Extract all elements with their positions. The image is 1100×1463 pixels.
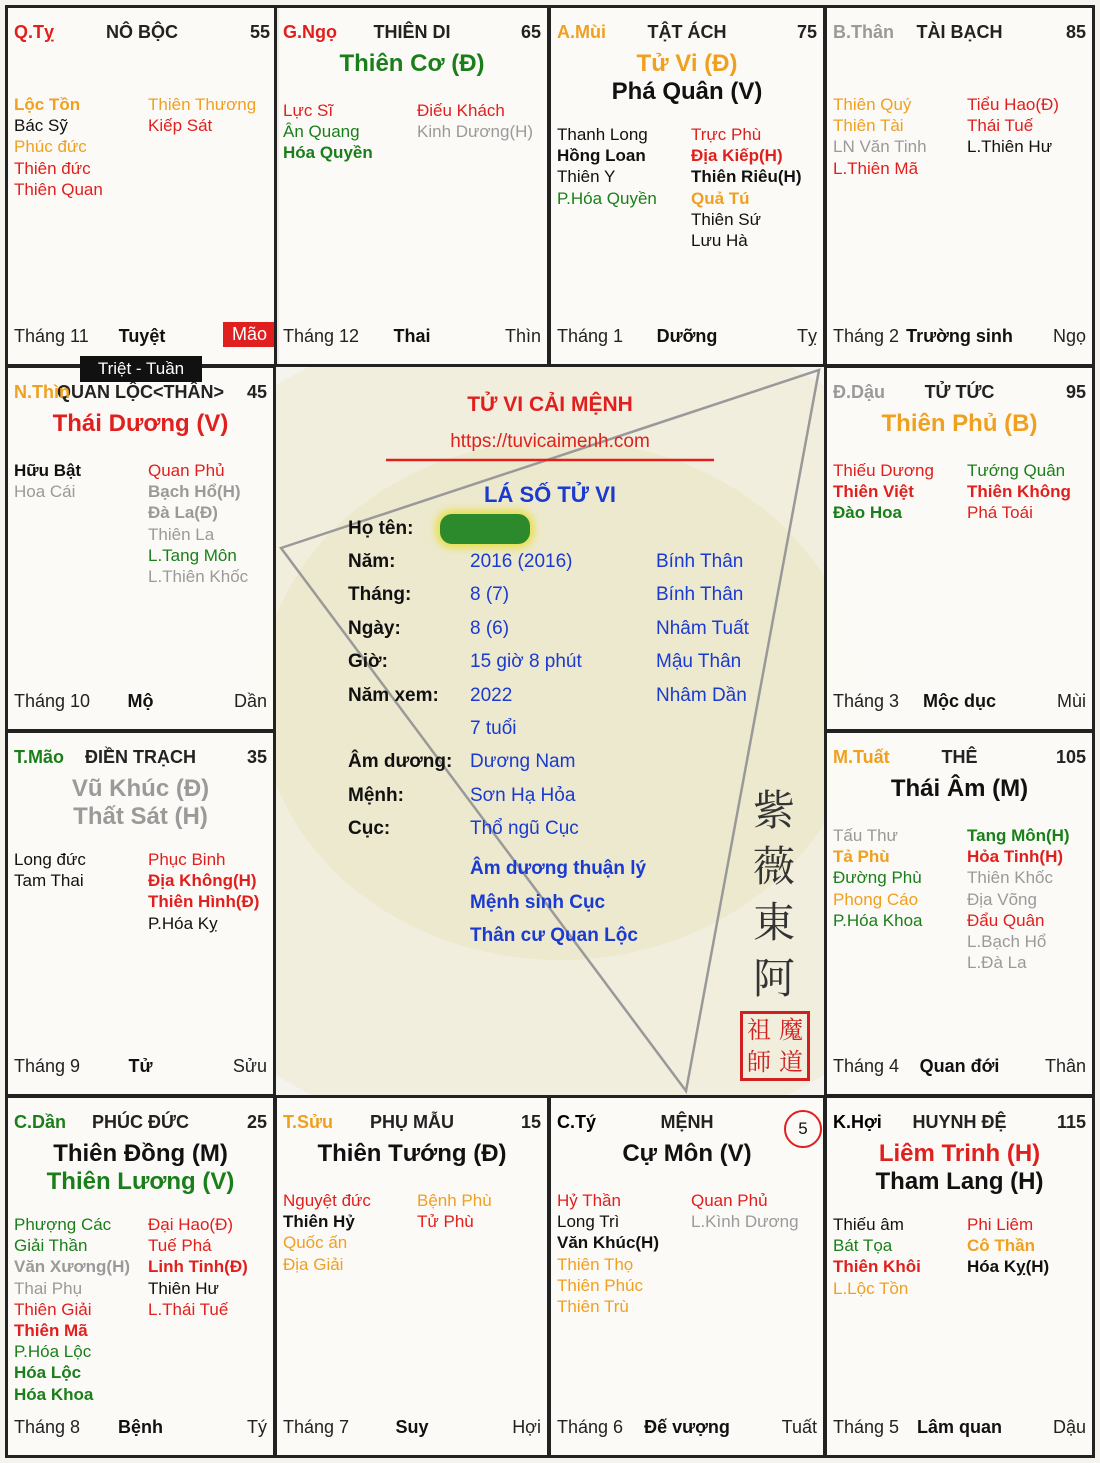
house-name: PHỤ MẪU [370,1112,454,1132]
minor-stars-left [14,849,86,891]
main-star: Thiên Phủ (B) [881,410,1038,437]
minor-star: Đại Hao(Đ) [148,1215,234,1234]
house-age: 15 [520,1112,541,1132]
summary-note: Thân cư Quan Lộc [470,925,638,946]
minor-star: Giải Thần [14,1236,88,1256]
minor-star: Quả Tú [691,188,750,208]
info-row [274,718,826,744]
brand-title: TỬ VI CẢI MỆNH [467,393,633,416]
info-value: Dương Nam [470,751,576,773]
life-stage: Thai [393,326,431,346]
house-age: 75 [796,22,817,42]
house-suu[interactable] [274,1095,550,1458]
minor-star: Tả Phù [833,847,890,867]
minor-stars-left [14,460,81,502]
minor-stars-right [967,1214,1049,1278]
minor-stars-right [967,825,1070,973]
main-stars [277,1140,547,1168]
house-can-chi: Đ.Dậu [833,382,886,402]
minor-star: Tiểu Hao(Đ) [967,95,1059,114]
minor-star: L.Thiên Hư [967,137,1053,157]
minor-star: Thiên Thương [148,95,257,114]
name-label: Họ tên: [348,518,414,539]
info-label: Ngày: [348,617,401,639]
minor-star: Hỏa Tinh(H) [967,847,1064,867]
house-hoi[interactable] [824,1095,1095,1458]
house-name: HUYNH ĐỆ [912,1112,1007,1132]
branch-label: Tý [247,1417,267,1437]
minor-star: Thiên La [148,524,215,544]
house-age: 115 [1056,1112,1086,1132]
house-header [551,1112,823,1136]
house-name: THÊ [941,747,978,767]
life-stage: Lâm quan [916,1417,1002,1437]
house-name: TẬT ÁCH [647,22,727,42]
minor-star: Địa Võng [967,889,1037,909]
house-header [8,382,273,406]
branch-label: Ngọ [1052,326,1086,346]
branch-label: Tuất [781,1417,817,1437]
house-header [8,22,276,46]
info-label: Tháng: [348,584,412,606]
summary-note: Âm dương thuận lý [470,858,647,879]
minor-star: Phục Binh [148,850,226,869]
minor-star: Thiên Khôi [833,1257,921,1277]
minor-star: Lực Sĩ [283,101,334,120]
info-value: Sơn Hạ Hỏa [470,784,576,806]
minor-star: Văn Xương(H) [14,1257,131,1277]
summary-note: Mệnh sinh Cục [470,891,606,913]
info-row [274,751,826,777]
branch-label: Mão [223,322,276,347]
minor-star: Thiên Quan [14,179,103,199]
house-footer [8,1056,273,1080]
info-value-canchi: Bính Thân [656,584,744,606]
minor-star: Tang Môn(H) [967,826,1070,845]
main-stars [827,410,1092,438]
minor-star: P.Hóa Quyền [557,188,657,208]
house-footer [827,1056,1092,1080]
lunar-month: Tháng 11 [14,326,89,346]
minor-star: Đẩu Quân [967,910,1045,930]
house-header [827,1112,1092,1136]
minor-star: Phong Cáo [833,889,919,909]
house-ty2[interactable] [548,1095,826,1458]
house-thin[interactable] [5,365,276,732]
minor-star: Phi Liêm [967,1215,1034,1234]
main-star: Thái Dương (V) [52,410,229,437]
minor-star: L.Tang Môn [148,545,237,565]
minor-star: Tam Thai [14,871,84,891]
branch-label: Thìn [504,326,541,346]
house-footer [8,691,273,715]
minor-star: Địa Kiếp(H) [691,146,783,166]
life-stage: Mộ [127,691,154,711]
chart-title: LÁ SỐ TỬ VI [484,482,616,507]
branch-label: Dậu [1052,1417,1086,1437]
minor-star: Quốc ấn [283,1233,348,1253]
minor-stars-right [967,460,1071,524]
minor-star: Thiên Y [557,167,616,187]
main-star: Thiên Lương (V) [46,1168,235,1195]
house-footer [827,326,1092,350]
minor-star: Thiên Quý [833,95,912,114]
main-star: Thái Âm (M) [890,775,1029,802]
lunar-month: Tháng 10 [14,691,91,711]
minor-star: Kiếp Sát [148,116,213,136]
minor-stars-right [691,1190,799,1232]
house-can-chi: N.Thìn [14,382,70,402]
house-age: 105 [1055,747,1086,767]
minor-star: Thiên Hình(Đ) [148,892,260,912]
house-can-chi: C.Tý [557,1112,597,1132]
info-row [274,584,826,610]
minor-star: Nguyệt đức [283,1191,371,1210]
house-than[interactable] [824,5,1095,367]
lunar-month: Tháng 3 [833,691,900,711]
life-stage: Suy [395,1417,429,1437]
main-stars [8,1140,273,1196]
info-row [274,551,826,577]
life-stage: Quan đới [919,1056,1000,1076]
minor-stars-right [691,124,802,251]
info-value: 8 (7) [470,584,510,606]
house-name: TỬ TỨC [924,382,995,402]
minor-star: Cô Thần [967,1236,1035,1256]
branch-label: Hợi [512,1417,541,1437]
minor-stars-left [833,825,922,931]
info-value: 15 giờ 8 phút [470,651,582,673]
minor-star: L.Kình Dương [691,1212,799,1232]
info-label: Năm xem: [348,684,439,706]
house-age: 35 [246,747,267,767]
minor-star: Thai Phụ [14,1278,83,1298]
minor-star: Tấu Thư [833,826,898,845]
main-star: Tham Lang (H) [875,1168,1044,1195]
main-stars [551,50,823,106]
minor-star: Tử Phù [417,1212,474,1232]
house-footer [827,1417,1092,1441]
main-star: Tử Vi (Đ) [636,50,738,77]
house-header [827,382,1092,406]
branch-label: Mùi [1056,691,1086,711]
name-redacted [440,514,530,544]
minor-stars-left [833,460,934,524]
minor-star: L.Đà La [967,953,1027,973]
main-stars [8,410,273,438]
minor-star: Tuế Phá [148,1236,212,1256]
house-footer [8,326,276,350]
house-name: NÔ BỘC [106,22,178,42]
house-can-chi: Q.Tỵ [14,22,55,42]
minor-stars-right [148,1214,248,1320]
minor-star: Phượng Các [14,1215,112,1234]
minor-star: Thiên đức [14,158,91,178]
minor-stars-right [148,849,259,934]
minor-star: L.Bạch Hổ [967,932,1047,952]
lunar-month: Tháng 12 [283,326,360,346]
minor-star: Phá Toái [967,503,1033,523]
minor-stars-left [14,1214,130,1405]
minor-star: Hóa Lộc [14,1363,82,1383]
house-age: 55 [249,22,270,42]
house-age: 65 [520,22,541,42]
minor-star: Thiên Giải [14,1299,92,1319]
branch-label: Sửu [232,1056,267,1076]
house-ngo[interactable] [274,5,550,367]
info-row [274,651,826,677]
minor-star: Phúc đức [14,137,87,157]
minor-star: P.Hóa Kỵ [148,913,218,933]
minor-star: Địa Không(H) [148,871,257,891]
minor-star: Kinh Dương(H) [417,122,534,142]
minor-star: Đà La(Đ) [148,503,218,523]
house-can-chi: A.Mùi [557,22,606,42]
minor-star: Văn Khúc(H) [557,1233,659,1253]
minor-star: Đào Hoa [833,503,902,523]
minor-stars-right [148,460,248,587]
branch-label: Tỵ [797,326,817,346]
house-can-chi: T.Mão [14,747,65,767]
house-age: 25 [246,1112,267,1132]
minor-star: Bác Sỹ [14,116,68,136]
minor-star: P.Hóa Khoa [833,910,923,930]
minor-star: Thanh Long [557,125,648,144]
main-star: Thất Sát (H) [73,803,208,830]
house-age: 45 [246,382,267,402]
main-stars [277,50,547,78]
house-can-chi: G.Ngọ [283,22,337,42]
main-stars [827,1140,1092,1196]
minor-stars-left [14,94,103,200]
main-star: Vũ Khúc (Đ) [71,775,210,802]
minor-star: Thái Tuế [967,116,1034,136]
info-label: Âm dương: [348,751,453,773]
minor-star: Thiên Mã [14,1321,88,1341]
minor-star: Hóa Khoa [14,1384,94,1404]
life-stage: Dưỡng [656,326,718,346]
main-star: Thiên Cơ (Đ) [339,50,485,77]
lunar-month: Tháng 6 [557,1417,624,1437]
house-header [827,22,1092,46]
info-value-canchi: Bính Thân [656,551,744,572]
minor-star: Hoa Cái [14,482,76,502]
info-value: Thổ ngũ Cục [470,818,579,840]
life-stage: Đế vượng [644,1417,730,1437]
house-footer [827,691,1092,715]
info-row [274,685,826,711]
minor-star: Tướng Quân [967,461,1066,480]
house-footer [551,1417,823,1441]
minor-star: L.Thái Tuế [148,1299,229,1319]
minor-star: Hữu Bật [14,461,82,480]
house-header [277,22,547,46]
house-header [8,1112,273,1136]
minor-star: Thiên Hư [148,1278,219,1298]
info-value: 7 tuổi [470,718,517,739]
life-stage: Mộc dục [922,691,996,711]
house-header [277,1112,547,1136]
minor-star: LN Văn Tinh [833,137,927,157]
info-value: 2022 [470,684,513,706]
center-panel [274,365,826,1097]
branch-label: Thân [1044,1056,1086,1076]
house-footer [277,1417,547,1441]
life-stage: Bệnh [118,1417,163,1437]
info-value: 2016 (2016) [470,551,573,572]
minor-star: Thiên Khốc [967,868,1053,888]
house-mui[interactable] [548,5,826,367]
minor-star: Trực Phù [691,125,762,144]
minor-stars-right [417,100,533,142]
minor-stars-left [833,94,927,179]
minor-star: Lưu Hà [691,231,748,251]
house-can-chi: C.Dần [14,1112,67,1132]
minor-star: L.Thiên Mã [833,158,919,178]
minor-stars-left [283,100,373,164]
minor-star: Bệnh Phù [417,1191,492,1210]
house-can-chi: K.Hợi [833,1112,882,1132]
info-label: Giờ: [348,651,388,673]
minor-star: Hóa Quyền [283,143,373,163]
house-footer [551,326,823,350]
minor-star: Thiên Thọ [557,1254,634,1274]
house-name: PHÚC ĐỨC [92,1112,189,1132]
minor-star: Thiên Riêu(H) [691,167,802,187]
minor-stars-left [557,124,657,209]
name-row [274,518,826,544]
life-stage: Trường sinh [906,326,1013,346]
minor-stars-left [833,1214,921,1299]
minor-star: Lộc Tồn [14,95,81,114]
minor-star: Linh Tinh(Đ) [148,1257,248,1277]
info-label: Mệnh: [348,784,404,806]
minor-star: Ân Quang [283,122,360,142]
info-value-canchi: Nhâm Dần [656,684,747,706]
lunar-month: Tháng 2 [833,326,900,346]
minor-star: Bạch Hổ(H) [148,482,241,502]
house-name: QUAN LỘC<THÂN> [56,382,224,402]
lunar-month: Tháng 1 [557,326,624,346]
minor-stars-left [283,1190,371,1275]
minor-star: Thiên Trù [557,1297,629,1317]
minor-stars-right [417,1190,492,1232]
minor-star: Hỷ Thần [557,1191,621,1210]
house-name: MỆNH [660,1112,714,1132]
minor-star: Long Trì [557,1212,620,1232]
minor-star: Thiên Hỷ [283,1212,355,1232]
minor-star: L.Lộc Tồn [833,1278,909,1298]
house-mao[interactable] [5,730,276,1097]
brand-url[interactable]: https://tuvicaimenh.com [450,431,650,452]
main-stars [8,775,273,831]
life-stage: Tuyệt [118,326,166,346]
main-star: Thiên Tướng (Đ) [317,1140,507,1167]
house-age: 95 [1065,382,1086,402]
triet-tuan-badge: Triệt - Tuần [80,356,202,382]
minor-star: Quan Phủ [691,1191,768,1210]
lunar-month: Tháng 9 [14,1056,81,1076]
minor-star: L.Thiên Khốc [148,567,249,587]
house-name: ĐIỀN TRẠCH [85,747,196,767]
minor-star: Long đức [14,850,86,869]
lunar-month: Tháng 5 [833,1417,900,1437]
house-header [551,22,823,46]
red-stamp: 祖 魔 師 道 [740,1011,810,1081]
minor-star: Quan Phủ [148,461,225,480]
house-header [8,747,273,771]
house-tuat[interactable] [824,730,1095,1097]
house-dau[interactable] [824,365,1095,732]
minor-star: Thiên Không [967,482,1071,502]
main-star: Liêm Trinh (H) [878,1140,1041,1167]
lunar-month: Tháng 4 [833,1056,900,1076]
main-star: Cự Môn (V) [622,1140,752,1167]
minor-stars-left [557,1190,659,1317]
lunar-month: Tháng 8 [14,1417,81,1437]
info-value: 8 (6) [470,617,510,639]
life-stage: Tử [128,1056,153,1076]
minor-star: Điếu Khách [417,101,505,120]
minor-star: Địa Giải [283,1254,344,1274]
minor-stars-right [967,94,1059,158]
minor-star: Hồng Loan [557,146,646,166]
minor-star: P.Hóa Lộc [14,1342,92,1362]
seal-text: 紫 薇 東 阿 [752,786,795,1003]
house-dan[interactable] [5,1095,276,1458]
house-can-chi: T.Sửu [283,1112,334,1132]
branch-label: Dần [233,691,267,711]
minor-star: Thiếu âm [833,1215,904,1234]
minor-star: Thiên Sứ [691,209,761,229]
main-stars [551,1140,823,1168]
info-label: Năm: [348,551,396,572]
house-name: THIÊN DI [373,22,451,42]
minor-star: Đường Phù [833,868,922,888]
minor-star: Bát Tọa [833,1236,893,1256]
house-name: TÀI BẠCH [916,22,1003,42]
info-label: Cục: [348,818,391,840]
house-can-chi: M.Tuất [833,747,890,767]
house-footer [277,326,547,350]
minor-star: Hóa Kỵ(H) [967,1257,1050,1277]
main-star: Thiên Đồng (M) [53,1140,228,1167]
info-value-canchi: Mậu Thân [656,651,742,673]
house-can-chi: B.Thân [833,22,894,42]
info-row [274,618,826,644]
menh-circle: 5 [784,1110,822,1148]
main-star: Phá Quân (V) [611,78,763,105]
main-stars [827,775,1092,803]
lunar-month: Tháng 7 [283,1417,350,1437]
house-age: 85 [1065,22,1086,42]
house-header [827,747,1092,771]
minor-star: Thiên Phúc [557,1275,643,1295]
minor-stars-right [148,94,256,136]
minor-star: Thiếu Dương [833,461,934,480]
house-footer [8,1417,273,1441]
minor-star: Thiên Việt [833,482,914,502]
info-value-canchi: Nhâm Tuất [656,617,749,639]
house-ty[interactable] [5,5,279,367]
minor-star: Thiên Tài [833,116,904,136]
